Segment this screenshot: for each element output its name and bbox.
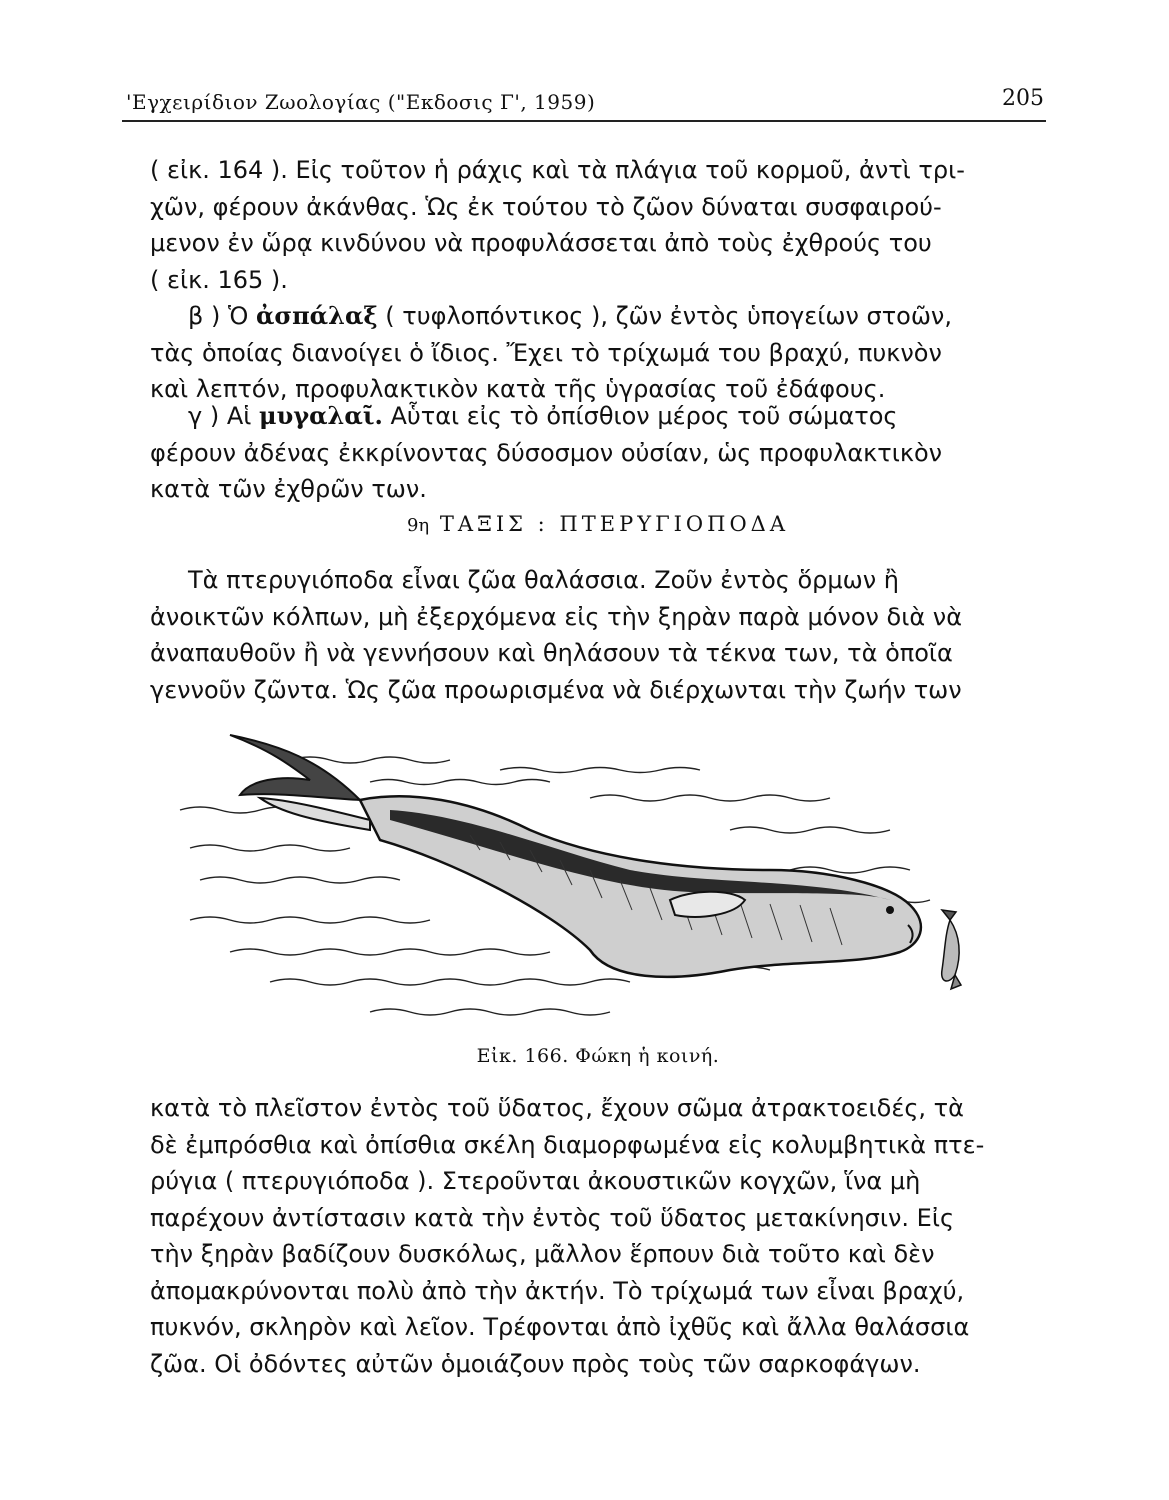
text-line: Τὰ πτερυγιόποδα εἶναι ζῶα θαλάσσια. Ζοῦν ἐντὸς ὅρμων ἢ	[188, 566, 899, 594]
text-fragment: Αὗται εἰς τὸ ὀπίσθιον μέρος τοῦ σώματος	[390, 402, 898, 430]
page-number: 205	[1002, 86, 1044, 111]
section-title: ΤΑΞΙΣ : ΠΤΕΡΥΓΙΟΠΟΔΑ	[439, 512, 790, 536]
paragraph-gamma	[150, 398, 1046, 508]
text-line: γεννοῦν ζῶντα. Ὡς ζῶα προωρισμένα νὰ διέρχωνται τὴν ζωήν των	[150, 675, 962, 704]
text-line: κατὰ τὸ πλεῖστον ἐντὸς τοῦ ὕδατος, ἔχουν σῶμα ἀτρακτοειδές, τὰ	[150, 1094, 964, 1122]
text-line	[150, 398, 1046, 435]
list-marker: β ) Ὁ	[188, 302, 249, 330]
intro-paragraph	[150, 562, 1046, 708]
bold-term: ἀσπάλαξ	[255, 301, 378, 330]
text-line: τὰς ὁποίας διανοίγει ὁ ἴδιος. Ἔχει τὸ τρίχωμά του βραχύ, πυκνὸν	[150, 338, 942, 367]
text-line: ( εἰκ. 165 ).	[150, 265, 288, 294]
text-line: ἀπομακρύνονται πολὺ ἀπὸ τὴν ἀκτήν. Τὸ τρίχωμά των εἶναι βραχύ,	[150, 1276, 965, 1305]
list-marker: γ ) Αἱ	[188, 402, 252, 430]
text-line: χῶν, φέρουν ἀκάνθας. Ὡς ἐκ τούτου τὸ ζῶον δύναται συσφαιρού-	[150, 192, 942, 221]
text-line: κατὰ τῶν ἐχθρῶν των.	[150, 475, 427, 503]
text-line: ἀναπαυθοῦν ἢ νὰ γεννήσουν καὶ θηλάσουν τὰ τέκνα των, τὰ ὁποῖα	[150, 639, 953, 667]
section-heading	[150, 512, 1046, 536]
text-line: ( εἰκ. 164 ). Εἰς τοῦτον ἡ ράχις καὶ τὰ πλάγια τοῦ κορμοῦ, ἀντὶ τρι-	[150, 156, 965, 184]
seal-body	[360, 796, 921, 977]
section-ordinal: 9η	[406, 515, 430, 536]
text-line: καὶ λεπτόν, προφυλακτικὸν κατὰ τῆς ὑγρασίας τοῦ ἐδάφους.	[150, 375, 886, 403]
text-line	[150, 298, 1046, 335]
text-line: πυκνόν, σκληρὸν καὶ λεῖον. Τρέφονται ἀπὸ ἰχθῦς καὶ ἄλλα θαλάσσια	[150, 1313, 970, 1341]
text-line: μενον ἐν ὥρᾳ κινδύνου νὰ προφυλάσσεται ἀπὸ τοὺς ἐχθρούς του	[150, 229, 932, 257]
fish	[942, 910, 961, 989]
paragraph-beta	[150, 298, 1046, 408]
continuation-paragraph	[150, 152, 1046, 298]
book-title: 'Εγχειρίδιον Ζωολογίας ("Εκδοσις Γ', 1959)	[126, 90, 596, 114]
text-line: τὴν ξηρὰν βαδίζουν δυσκόλως, μᾶλλον ἕρπουν διὰ τοῦτο καὶ δὲν	[150, 1240, 935, 1268]
body-paragraph	[150, 1090, 1046, 1382]
text-fragment: ( τυφλοπόντικος ), ζῶν ἐντὸς ὑπογείων στοῶν,	[385, 302, 952, 330]
text-line: ρύγια ( πτερυγιόποδα ). Στεροῦνται ἀκουστικῶν κογχῶν, ἵνα μὴ	[150, 1167, 921, 1195]
text-line: ζῶα. Οἱ ὀδόντες αὐτῶν ὁμοιάζουν πρὸς τοὺς τῶν σαρκοφάγων.	[150, 1349, 921, 1378]
figure-caption: Εἰκ. 166. Φώκη ἡ κοινή.	[476, 1045, 720, 1067]
running-header	[122, 84, 1046, 122]
text-line: ἀνοικτῶν κόλπων, μὴ ἐξερχόμενα εἰς τὴν ξηρὰν παρὰ μόνον διὰ νὰ	[150, 602, 963, 631]
text-line: παρέχουν ἀντίστασιν κατὰ τὴν ἐντὸς τοῦ ὕδατος μετακίνησιν. Εἰς	[150, 1203, 955, 1232]
seal-illustration	[170, 720, 990, 1040]
text-line: δὲ ἐμπρόσθια καὶ ὀπίσθια σκέλη διαμορφωμένα εἰς κολυμβητικὰ πτε-	[150, 1130, 985, 1159]
text-line: φέρουν ἀδένας ἐκκρίνοντας δύσοσμον οὐσίαν, ὡς προφυλακτικὸν	[150, 438, 943, 467]
bold-term: μυγαλαῖ.	[259, 401, 383, 430]
tail-flippers	[230, 735, 370, 830]
